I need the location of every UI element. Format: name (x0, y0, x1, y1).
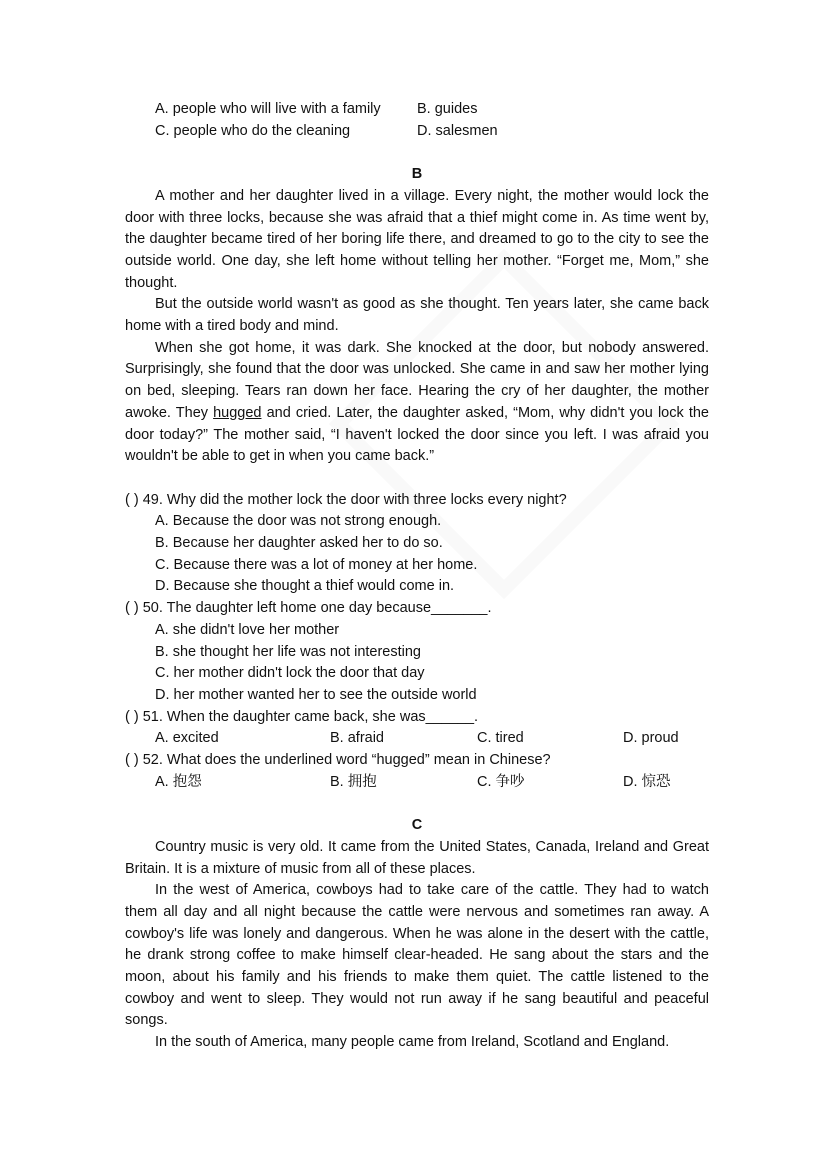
option: A. 抱怨 (155, 773, 202, 790)
document-page (125, 99, 709, 1054)
paragraph: Country music is very old. It came from the United States, Canada, Ireland and Great Britain. It is a mixture of music from all of these places. (125, 838, 709, 877)
question-52: ( ) 52. What does the underlined word “hugged” mean in Chinese? (125, 752, 551, 769)
paragraph: A mother and her daughter lived in a village. Every night, the mother would lock the door with three locks, because she was afraid that a thief might come in. As time went by, the daughter became tired of her boring life there, and dreamed to go to the city to see the outside world. One day, she left home without telling her mother. “Forget me, Mom,” she thought. (125, 187, 709, 291)
option: D. her mother wanted her to see the outside world (155, 686, 477, 703)
option: A. she didn't love her mother (155, 621, 340, 638)
options-row (125, 121, 709, 143)
text: When she got home, it was dark. She knocked at the door, but nobody answered. Surprisingly, she found that the door was unlocked. She came in and saw her mother lying on bed, sleeping. Tears ran down her face. Hearing the cry of her daughter, the mother awoke. They (125, 339, 709, 421)
question-50: ( ) 50. The daughter left home one day because_______. (125, 600, 492, 617)
option: B. 拥抱 (330, 773, 377, 790)
option-b: B. guides (417, 101, 478, 117)
option: B. afraid (330, 730, 384, 747)
paragraph: In the west of America, cowboys had to take care of the cattle. They had to watch them all day and all night because the cattle were nervous and sometimes ran away. A cowboy's life was lonely and dangerous. When he was alone in the desert with the cattle, he drank strong coffee to make himself clear-headed. He sang about the stars and the moon, about his family and his friends to make them quiet. The cattle listened to the cowboy and went to sleep. They would not run away if he sang beautiful and peaceful songs. (125, 882, 709, 1029)
option: D. proud (623, 730, 679, 747)
option: A. excited (155, 730, 219, 747)
option: D. 惊恐 (623, 773, 671, 790)
option: A. Because the door was not strong enough. (155, 513, 442, 530)
paragraph: In the south of America, many people came from Ireland, Scotland and England. (155, 1034, 670, 1051)
options-row (125, 728, 709, 750)
option: C. 争吵 (477, 773, 525, 790)
option-c: C. people who do the cleaning (155, 122, 351, 139)
section-heading-b: B (411, 166, 423, 183)
options-row (125, 99, 709, 121)
options-row (125, 772, 709, 794)
option: C. her mother didn't lock the door that day (155, 665, 425, 682)
option-a: A. people who will live with a family (155, 101, 381, 117)
option: C. tired (477, 730, 524, 747)
option: B. Because her daughter asked her to do so. (155, 535, 443, 552)
paragraph (125, 338, 709, 468)
question-49: ( ) 49. Why did the mother lock the door with three locks every night? (125, 491, 567, 508)
option: B. she thought her life was not interesting (155, 643, 421, 660)
option: C. Because there was a lot of money at her home. (155, 556, 478, 573)
option-d: D. salesmen (417, 122, 498, 139)
text: and cried. Later, the daughter asked, “Mom, why didn't you lock the door today?” The mother said, “I haven't locked the door since you left. I was afraid you wouldn't be able to get in when you came back.” (125, 404, 709, 465)
paragraph: But the outside world wasn't as good as she thought. Ten years later, she came back home with a tired body and mind. (125, 296, 709, 335)
section-heading-c: C (411, 817, 423, 834)
question-51: ( ) 51. When the daughter came back, she was______. (125, 708, 479, 725)
option: D. Because she thought a thief would come in. (155, 578, 455, 595)
underlined-word: hugged (213, 404, 262, 421)
